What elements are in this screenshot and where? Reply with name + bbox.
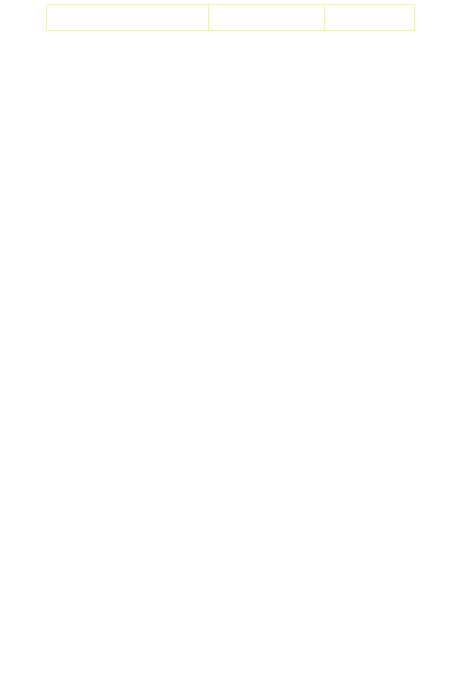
measurements-table-top <box>46 4 415 31</box>
header-row <box>47 5 415 31</box>
header-tolerance-cell <box>325 5 415 31</box>
header-name-cell <box>47 5 209 31</box>
header-sizes-cell <box>209 5 325 31</box>
